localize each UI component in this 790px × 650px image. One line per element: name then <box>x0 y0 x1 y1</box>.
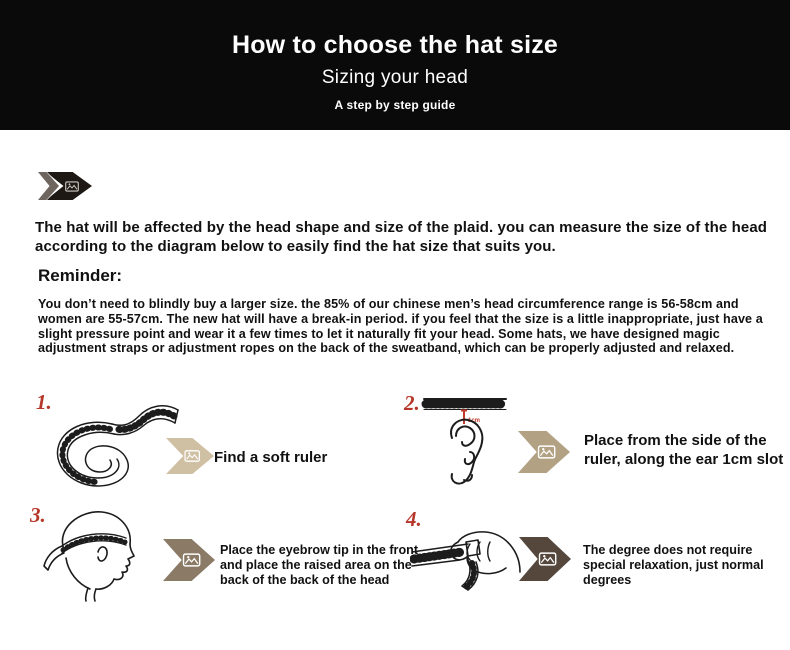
step-2-arrow-badge <box>518 431 570 473</box>
hand-holding-tape-sketch <box>410 514 522 600</box>
reminder-body: You don’t need to blindly buy a larger size. the 85% of our chinese men’s head circumference range is 56-58cm and women are 55-57cm. The new hat will have a break-in period. if you feel that the size is a little inappropriate, just have a slight pressure point and wear it a few times to let it naturally fit your head. Some hats, we have designed magic adjustment straps or adjustment ropes on the back of the sweatband, which can be properly adjusted and relaxed. <box>38 297 763 356</box>
step-3-number: 3. <box>30 503 46 527</box>
step-4-arrow-badge <box>519 537 571 581</box>
head-profile-with-tape-sketch <box>42 502 144 602</box>
page-subtitle: Sizing your head <box>321 67 469 88</box>
image-icon <box>183 553 201 567</box>
page-title: How to choose the hat size <box>231 31 559 59</box>
image-icon <box>184 450 200 462</box>
soft-measuring-tape-sketch <box>46 398 184 494</box>
image-icon <box>538 445 556 459</box>
one-cm-annotation: 1cm <box>468 418 481 424</box>
reminder-heading: Reminder: <box>38 266 123 285</box>
image-icon <box>65 181 79 192</box>
page-tagline: A step by step guide <box>334 98 456 112</box>
step-2-label: Place from the side of the ruler, along the ear 1cm slot <box>584 432 784 468</box>
step-4-label: The degree does not require special relaxation, just normal degrees <box>583 543 764 587</box>
section-arrow-badge <box>38 172 92 200</box>
ear-with-ruler-sketch <box>420 394 512 496</box>
step-3-arrow-badge <box>163 539 215 581</box>
step-4-number: 4. <box>406 507 422 531</box>
step-1-number: 1. <box>36 390 52 414</box>
step-3-label: Place the eyebrow tip in the front and place the raised area on the back of the back of the head <box>220 543 419 587</box>
image-icon <box>539 552 557 566</box>
intro-paragraph: The hat will be affected by the head shape and size of the plaid. you can measure the size of the head according to the diagram below to easily find the hat size that suits you. <box>35 219 768 255</box>
step-2-number: 2. <box>404 391 420 415</box>
step-1-label: Find a soft ruler <box>214 449 328 466</box>
header-banner <box>0 0 790 130</box>
